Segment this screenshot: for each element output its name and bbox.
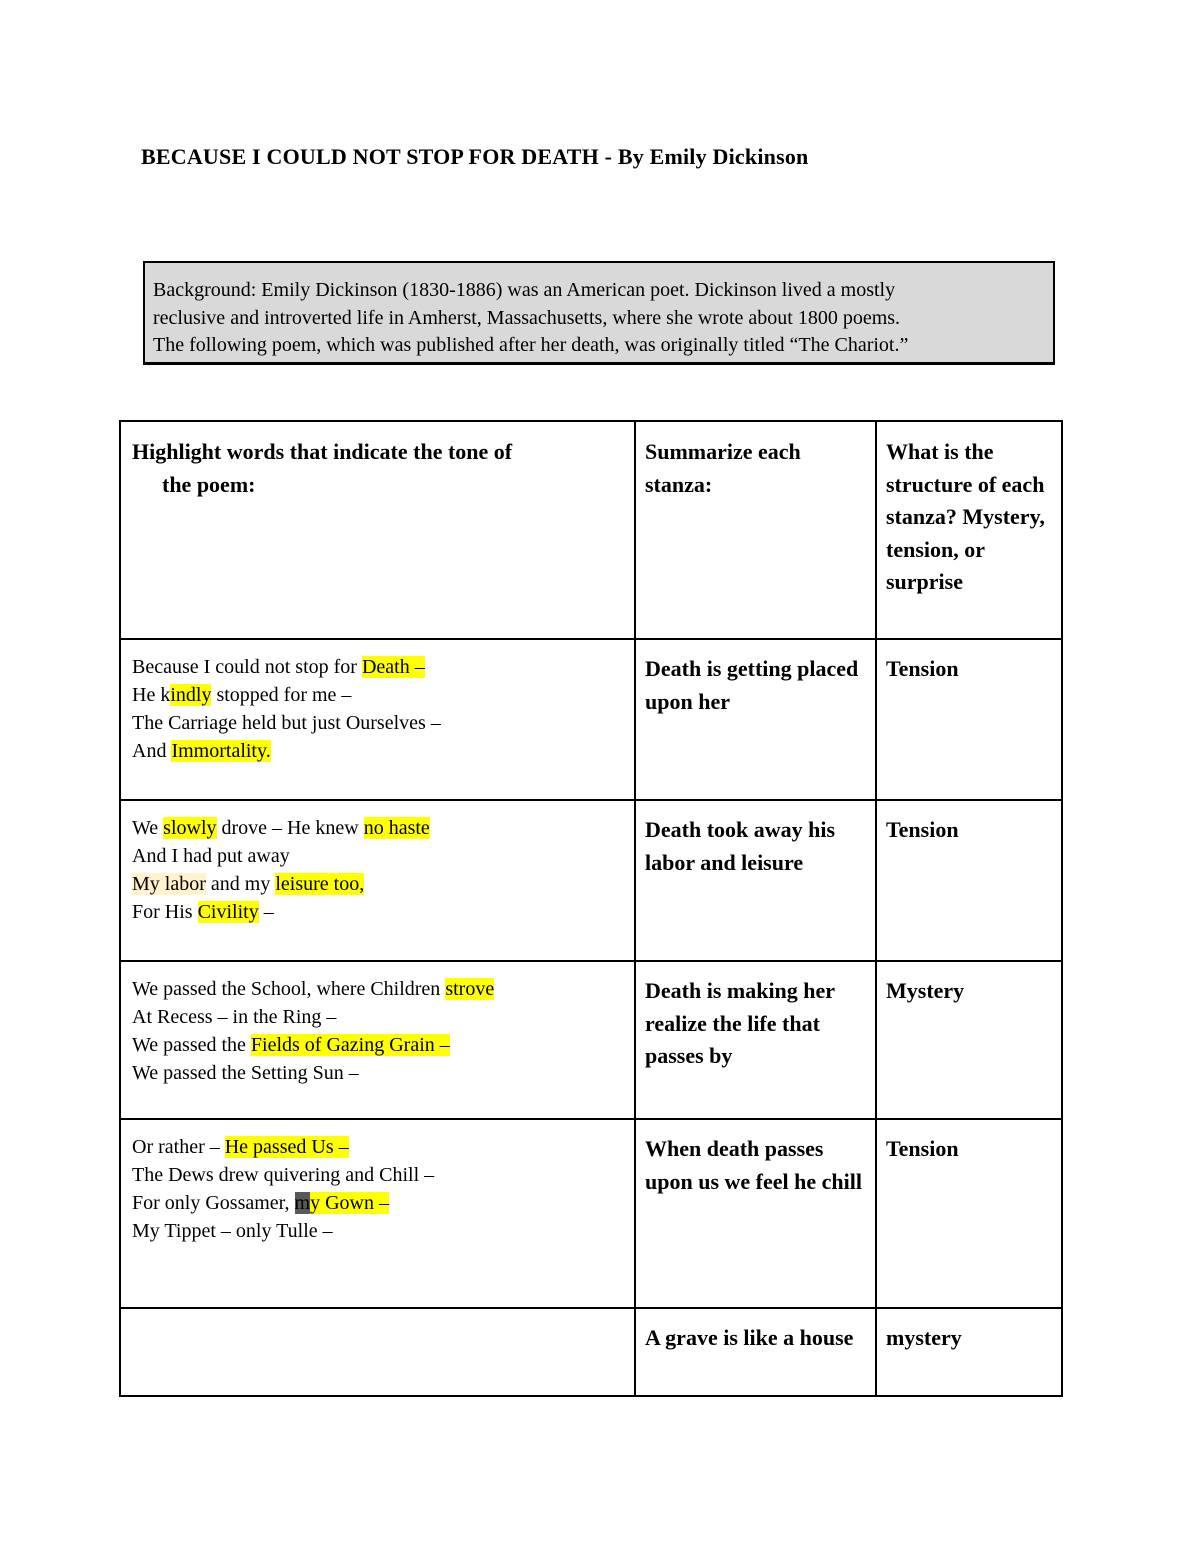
poem-text: The Carriage held but just Ourselves – — [132, 712, 441, 734]
poem-text: drove – He knew — [216, 817, 364, 839]
poem-line — [132, 737, 624, 765]
highlighted-word: He passed Us – — [224, 1136, 349, 1158]
poem-text: And I had put away — [132, 845, 290, 867]
highlighted-word: leisure too, — [275, 873, 365, 895]
background-box — [143, 261, 1055, 365]
poem-line — [132, 681, 624, 709]
poem-line — [132, 975, 624, 1003]
stanza-text — [120, 1308, 635, 1396]
poem-text: stopped for me – — [211, 684, 352, 706]
highlighted-word: Immortality. — [171, 740, 271, 762]
poem-line — [132, 1031, 624, 1059]
page-title: BECAUSE I COULD NOT STOP FOR DEATH - By Emily Dickinson — [141, 144, 809, 169]
stanza-structure: Tension — [876, 800, 1062, 961]
poem-text: We passed the Setting Sun – — [132, 1062, 359, 1084]
poem-text: We — [132, 817, 164, 839]
highlighted-word: m — [294, 1192, 311, 1214]
poem-line — [132, 842, 624, 870]
poem-text: And — [132, 740, 172, 762]
stanza-structure: Mystery — [876, 961, 1062, 1119]
poem-line — [132, 709, 624, 737]
poem-line — [132, 814, 624, 842]
header-highlight-line1: Highlight words that indicate the tone of — [132, 439, 513, 464]
poem-line — [132, 1217, 624, 1245]
highlighted-word: y Gown – — [310, 1192, 389, 1214]
header-summarize: Summarize each stanza: — [635, 421, 876, 639]
stanza-summary: Death is making her realize the life that passes by — [635, 961, 876, 1119]
stanza-text — [120, 961, 635, 1119]
highlighted-word: indly — [170, 684, 212, 706]
poem-text: We passed the — [132, 1034, 251, 1056]
poem-text: For His — [132, 901, 198, 923]
header-highlight-line2: the poem: — [162, 471, 256, 497]
stanza-structure: mystery — [876, 1308, 1062, 1396]
poem-line — [132, 1133, 624, 1161]
poem-text: The Dews drew quivering and Chill – — [132, 1164, 435, 1186]
highlighted-word: no haste — [363, 817, 430, 839]
poem-text: Or rather – — [132, 1136, 225, 1158]
highlighted-word: Death – — [361, 656, 425, 678]
poem-text: – — [258, 901, 274, 923]
background-line: The following poem, which was published after her death, was originally titled “The Chariot.” — [153, 334, 909, 356]
stanza-summary: Death took away his labor and leisure — [635, 800, 876, 961]
poem-text: At Recess – in the Ring – — [132, 1006, 337, 1028]
highlighted-word: strove — [445, 978, 495, 1000]
poem-line — [132, 1059, 624, 1087]
stanza-text — [120, 1119, 635, 1308]
poem-text: We passed the School, where Children — [132, 978, 446, 1000]
poem-text: and my — [205, 873, 276, 895]
table-row — [120, 639, 1062, 800]
background-line: reclusive and introverted life in Amherst, Massachusetts, where she wrote about 1800 poems. — [153, 306, 901, 329]
stanza-structure: Tension — [876, 1119, 1062, 1308]
header-highlight-words — [120, 421, 635, 639]
stanza-text — [120, 800, 635, 961]
table-row — [120, 1119, 1062, 1308]
poem-text: For only Gossamer, — [132, 1192, 295, 1214]
stanza-summary: Death is getting placed upon her — [635, 639, 876, 800]
background-line: Background: Emily Dickinson (1830-1886) was an American poet. Dickinson lived a mostly — [153, 279, 896, 301]
poem-analysis-table — [119, 420, 1063, 1397]
poem-line — [132, 1003, 624, 1031]
poem-text: My Tippet – only Tulle – — [132, 1220, 333, 1242]
poem-line — [132, 898, 624, 926]
highlighted-word: My labor — [132, 873, 206, 895]
stanza-summary: When death passes upon us we feel he chill — [635, 1119, 876, 1308]
poem-line — [132, 653, 624, 681]
poem-text: Because I could not stop for — [132, 656, 362, 678]
poem-line — [132, 1189, 624, 1217]
table-row — [120, 961, 1062, 1119]
poem-line — [132, 870, 624, 898]
poem-text: He k — [132, 684, 171, 706]
header-structure: What is the structure of each stanza? Mystery, tension, or surprise — [876, 421, 1062, 639]
stanza-structure: Tension — [876, 639, 1062, 800]
table-row — [120, 800, 1062, 961]
highlighted-word: Civility — [197, 901, 259, 923]
highlighted-word: slowly — [163, 817, 217, 839]
stanza-text — [120, 639, 635, 800]
table-row — [120, 1308, 1062, 1396]
poem-line — [132, 1161, 624, 1189]
header-row — [120, 421, 1062, 639]
stanza-summary: A grave is like a house — [635, 1308, 876, 1396]
highlighted-word: Fields of Gazing Grain – — [250, 1034, 450, 1056]
